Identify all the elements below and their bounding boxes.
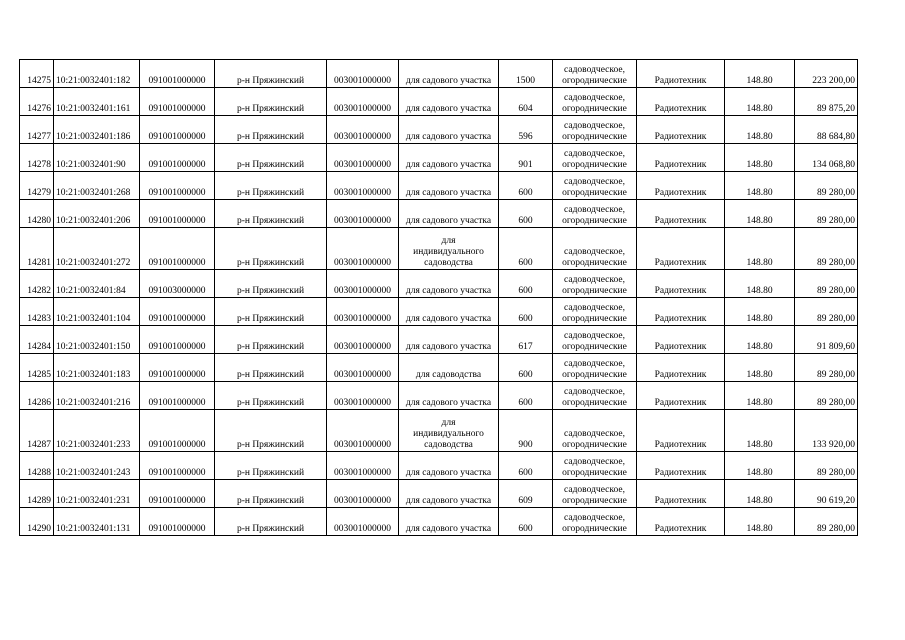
district-cell: р-н Пряжинский bbox=[215, 172, 327, 200]
permitted-use-cell-line: для садового участка bbox=[405, 132, 492, 142]
permitted-use-cell-line: для садового участка bbox=[405, 286, 492, 296]
cadastral-number-cell: 10:21:0032401:90 bbox=[54, 144, 140, 172]
cadastral-value-cell: 134 068,80 bbox=[795, 144, 858, 172]
permitted-use-cell bbox=[399, 172, 499, 200]
land-category-cell-line: садоводческое, bbox=[564, 359, 625, 369]
area-cell: 600 bbox=[499, 452, 553, 480]
cadastral-number-cell: 10:21:0032401:183 bbox=[54, 354, 140, 382]
oktmo-code-cell: 091001000000 bbox=[140, 144, 215, 172]
cadastral-value-table bbox=[19, 59, 858, 536]
row-number-cell: 14282 bbox=[20, 270, 54, 298]
oktmo-code-cell: 091001000000 bbox=[140, 298, 215, 326]
settlement-code-cell: 003001000000 bbox=[327, 228, 399, 270]
association-cell: Радиотехник bbox=[637, 298, 725, 326]
land-category-cell-line: огороднические bbox=[562, 160, 627, 170]
district-cell: р-н Пряжинский bbox=[215, 88, 327, 116]
cadastral-value-cell: 88 684,80 bbox=[795, 116, 858, 144]
specific-value-cell: 148.80 bbox=[725, 88, 795, 116]
table-row bbox=[20, 508, 858, 536]
land-category-cell bbox=[553, 228, 637, 270]
cadastral-value-cell: 89 280,00 bbox=[795, 382, 858, 410]
cadastral-number-cell: 10:21:0032401:272 bbox=[54, 228, 140, 270]
specific-value-cell: 148.80 bbox=[725, 452, 795, 480]
land-category-cell-line: огороднические bbox=[562, 398, 627, 408]
land-category-cell-line: садоводческое, bbox=[564, 485, 625, 495]
oktmo-code-cell: 091001000000 bbox=[140, 172, 215, 200]
settlement-code-cell: 003001000000 bbox=[327, 354, 399, 382]
cadastral-number-cell: 10:21:0032401:131 bbox=[54, 508, 140, 536]
permitted-use-cell bbox=[399, 508, 499, 536]
oktmo-code-cell: 091001000000 bbox=[140, 116, 215, 144]
land-category-cell-line: садоводческое, bbox=[564, 429, 625, 439]
land-category-cell-line: огороднические bbox=[562, 496, 627, 506]
area-cell: 600 bbox=[499, 508, 553, 536]
permitted-use-cell bbox=[399, 480, 499, 508]
land-category-cell-line: огороднические bbox=[562, 188, 627, 198]
association-cell: Радиотехник bbox=[637, 354, 725, 382]
specific-value-cell: 148.80 bbox=[725, 410, 795, 452]
permitted-use-cell-line: для садового участка bbox=[405, 496, 492, 506]
settlement-code-cell: 003001000000 bbox=[327, 382, 399, 410]
area-cell: 600 bbox=[499, 298, 553, 326]
row-number-cell: 14279 bbox=[20, 172, 54, 200]
district-cell: р-н Пряжинский bbox=[215, 200, 327, 228]
cadastral-number-cell: 10:21:0032401:104 bbox=[54, 298, 140, 326]
specific-value-cell: 148.80 bbox=[725, 382, 795, 410]
permitted-use-cell bbox=[399, 452, 499, 480]
cadastral-number-cell: 10:21:0032401:206 bbox=[54, 200, 140, 228]
land-category-cell bbox=[553, 144, 637, 172]
settlement-code-cell: 003001000000 bbox=[327, 116, 399, 144]
oktmo-code-cell: 091001000000 bbox=[140, 200, 215, 228]
table-row bbox=[20, 452, 858, 480]
row-number-cell: 14284 bbox=[20, 326, 54, 354]
area-cell: 901 bbox=[499, 144, 553, 172]
table-row bbox=[20, 270, 858, 298]
table-row bbox=[20, 172, 858, 200]
specific-value-cell: 148.80 bbox=[725, 144, 795, 172]
permitted-use-cell bbox=[399, 88, 499, 116]
row-number-cell: 14286 bbox=[20, 382, 54, 410]
land-category-cell bbox=[553, 354, 637, 382]
area-cell: 600 bbox=[499, 228, 553, 270]
specific-value-cell: 148.80 bbox=[725, 298, 795, 326]
cadastral-value-cell: 89 280,00 bbox=[795, 452, 858, 480]
district-cell: р-н Пряжинский bbox=[215, 298, 327, 326]
land-category-cell-line: огороднические bbox=[562, 216, 627, 226]
permitted-use-cell-line: для bbox=[441, 236, 456, 246]
row-number-cell: 14283 bbox=[20, 298, 54, 326]
area-cell: 600 bbox=[499, 354, 553, 382]
district-cell: р-н Пряжинский bbox=[215, 270, 327, 298]
permitted-use-cell bbox=[399, 200, 499, 228]
district-cell: р-н Пряжинский bbox=[215, 354, 327, 382]
permitted-use-cell-line: для садового участка bbox=[405, 76, 492, 86]
district-cell: р-н Пряжинский bbox=[215, 326, 327, 354]
settlement-code-cell: 003001000000 bbox=[327, 270, 399, 298]
row-number-cell: 14276 bbox=[20, 88, 54, 116]
oktmo-code-cell: 091001000000 bbox=[140, 326, 215, 354]
specific-value-cell: 148.80 bbox=[725, 116, 795, 144]
district-cell: р-н Пряжинский bbox=[215, 480, 327, 508]
row-number-cell: 14281 bbox=[20, 228, 54, 270]
district-cell: р-н Пряжинский bbox=[215, 452, 327, 480]
cadastral-value-cell: 89 280,00 bbox=[795, 298, 858, 326]
permitted-use-cell bbox=[399, 326, 499, 354]
permitted-use-cell-line: для садового участка bbox=[405, 314, 492, 324]
land-category-cell-line: огороднические bbox=[562, 524, 627, 534]
permitted-use-cell-line: для садового участка bbox=[405, 104, 492, 114]
oktmo-code-cell: 091001000000 bbox=[140, 382, 215, 410]
land-category-cell-line: огороднические bbox=[562, 342, 627, 352]
oktmo-code-cell: 091001000000 bbox=[140, 410, 215, 452]
settlement-code-cell: 003001000000 bbox=[327, 410, 399, 452]
table-row bbox=[20, 60, 858, 88]
oktmo-code-cell: 091003000000 bbox=[140, 270, 215, 298]
cadastral-value-cell: 89 280,00 bbox=[795, 200, 858, 228]
association-cell: Радиотехник bbox=[637, 452, 725, 480]
association-cell: Радиотехник bbox=[637, 228, 725, 270]
table-row bbox=[20, 228, 858, 270]
permitted-use-cell-line: индивидуального bbox=[413, 429, 484, 439]
area-cell: 900 bbox=[499, 410, 553, 452]
cadastral-number-cell: 10:21:0032401:161 bbox=[54, 88, 140, 116]
specific-value-cell: 148.80 bbox=[725, 270, 795, 298]
settlement-code-cell: 003001000000 bbox=[327, 172, 399, 200]
table-row bbox=[20, 326, 858, 354]
cadastral-value-cell: 89 280,00 bbox=[795, 354, 858, 382]
oktmo-code-cell: 091001000000 bbox=[140, 354, 215, 382]
cadastral-number-cell: 10:21:0032401:231 bbox=[54, 480, 140, 508]
land-category-cell bbox=[553, 410, 637, 452]
table-row bbox=[20, 382, 858, 410]
land-category-cell-line: огороднические bbox=[562, 76, 627, 86]
land-category-cell-line: садоводческое, bbox=[564, 247, 625, 257]
specific-value-cell: 148.80 bbox=[725, 354, 795, 382]
land-category-cell-line: садоводческое, bbox=[564, 303, 625, 313]
settlement-code-cell: 003001000000 bbox=[327, 144, 399, 172]
cadastral-value-cell: 89 280,00 bbox=[795, 228, 858, 270]
row-number-cell: 14288 bbox=[20, 452, 54, 480]
cadastral-value-cell: 89 280,00 bbox=[795, 172, 858, 200]
land-category-cell bbox=[553, 452, 637, 480]
cadastral-number-cell: 10:21:0032401:233 bbox=[54, 410, 140, 452]
permitted-use-cell-line: для садового участка bbox=[405, 342, 492, 352]
permitted-use-cell-line: садоводства bbox=[424, 258, 473, 268]
land-category-cell bbox=[553, 270, 637, 298]
settlement-code-cell: 003001000000 bbox=[327, 452, 399, 480]
permitted-use-cell-line: для садового участка bbox=[405, 468, 492, 478]
area-cell: 600 bbox=[499, 270, 553, 298]
permitted-use-cell-line: садоводства bbox=[424, 440, 473, 450]
oktmo-code-cell: 091001000000 bbox=[140, 480, 215, 508]
specific-value-cell: 148.80 bbox=[725, 60, 795, 88]
land-category-cell-line: садоводческое, bbox=[564, 65, 625, 75]
table-row bbox=[20, 298, 858, 326]
permitted-use-cell-line: для bbox=[441, 418, 456, 428]
table-row bbox=[20, 410, 858, 452]
land-category-cell-line: огороднические bbox=[562, 286, 627, 296]
area-cell: 1500 bbox=[499, 60, 553, 88]
land-category-cell-line: огороднические bbox=[562, 104, 627, 114]
land-category-cell bbox=[553, 480, 637, 508]
land-category-cell bbox=[553, 298, 637, 326]
row-number-cell: 14280 bbox=[20, 200, 54, 228]
permitted-use-cell-line: для садового участка bbox=[405, 524, 492, 534]
district-cell: р-н Пряжинский bbox=[215, 410, 327, 452]
settlement-code-cell: 003001000000 bbox=[327, 60, 399, 88]
association-cell: Радиотехник bbox=[637, 200, 725, 228]
settlement-code-cell: 003001000000 bbox=[327, 200, 399, 228]
cadastral-number-cell: 10:21:0032401:84 bbox=[54, 270, 140, 298]
row-number-cell: 14289 bbox=[20, 480, 54, 508]
land-category-cell bbox=[553, 60, 637, 88]
oktmo-code-cell: 091001000000 bbox=[140, 508, 215, 536]
permitted-use-cell bbox=[399, 228, 499, 270]
permitted-use-cell-line: для садового участка bbox=[405, 160, 492, 170]
land-category-cell-line: огороднические bbox=[562, 132, 627, 142]
row-number-cell: 14277 bbox=[20, 116, 54, 144]
cadastral-value-cell: 89 280,00 bbox=[795, 270, 858, 298]
cadastral-number-cell: 10:21:0032401:182 bbox=[54, 60, 140, 88]
land-category-cell bbox=[553, 116, 637, 144]
permitted-use-cell-line: для садоводства bbox=[415, 370, 482, 380]
row-number-cell: 14278 bbox=[20, 144, 54, 172]
oktmo-code-cell: 091001000000 bbox=[140, 452, 215, 480]
permitted-use-cell bbox=[399, 270, 499, 298]
cadastral-value-cell: 89 875,20 bbox=[795, 88, 858, 116]
permitted-use-cell bbox=[399, 410, 499, 452]
cadastral-number-cell: 10:21:0032401:186 bbox=[54, 116, 140, 144]
area-cell: 600 bbox=[499, 172, 553, 200]
specific-value-cell: 148.80 bbox=[725, 326, 795, 354]
district-cell: р-н Пряжинский bbox=[215, 508, 327, 536]
land-category-cell-line: огороднические bbox=[562, 440, 627, 450]
cadastral-value-cell: 223 200,00 bbox=[795, 60, 858, 88]
permitted-use-cell bbox=[399, 382, 499, 410]
land-category-cell-line: садоводческое, bbox=[564, 205, 625, 215]
specific-value-cell: 148.80 bbox=[725, 228, 795, 270]
permitted-use-cell-line: индивидуального bbox=[413, 247, 484, 257]
permitted-use-cell bbox=[399, 144, 499, 172]
area-cell: 617 bbox=[499, 326, 553, 354]
land-category-cell-line: садоводческое, bbox=[564, 121, 625, 131]
land-category-cell-line: садоводческое, bbox=[564, 177, 625, 187]
permitted-use-cell bbox=[399, 60, 499, 88]
land-category-cell-line: огороднические bbox=[562, 314, 627, 324]
land-category-cell-line: огороднические bbox=[562, 468, 627, 478]
district-cell: р-н Пряжинский bbox=[215, 382, 327, 410]
oktmo-code-cell: 091001000000 bbox=[140, 88, 215, 116]
association-cell: Радиотехник bbox=[637, 270, 725, 298]
cadastral-number-cell: 10:21:0032401:268 bbox=[54, 172, 140, 200]
row-number-cell: 14290 bbox=[20, 508, 54, 536]
permitted-use-cell-line: для садового участка bbox=[405, 216, 492, 226]
cadastral-value-cell: 90 619,20 bbox=[795, 480, 858, 508]
specific-value-cell: 148.80 bbox=[725, 508, 795, 536]
association-cell: Радиотехник bbox=[637, 480, 725, 508]
land-category-cell-line: садоводческое, bbox=[564, 513, 625, 523]
table-row bbox=[20, 354, 858, 382]
specific-value-cell: 148.80 bbox=[725, 172, 795, 200]
association-cell: Радиотехник bbox=[637, 410, 725, 452]
cadastral-number-cell: 10:21:0032401:150 bbox=[54, 326, 140, 354]
association-cell: Радиотехник bbox=[637, 144, 725, 172]
specific-value-cell: 148.80 bbox=[725, 480, 795, 508]
association-cell: Радиотехник bbox=[637, 326, 725, 354]
table-body bbox=[20, 60, 858, 536]
cadastral-value-cell: 89 280,00 bbox=[795, 508, 858, 536]
district-cell: р-н Пряжинский bbox=[215, 60, 327, 88]
specific-value-cell: 148.80 bbox=[725, 200, 795, 228]
settlement-code-cell: 003001000000 bbox=[327, 480, 399, 508]
permitted-use-cell bbox=[399, 354, 499, 382]
area-cell: 600 bbox=[499, 200, 553, 228]
district-cell: р-н Пряжинский bbox=[215, 144, 327, 172]
row-number-cell: 14287 bbox=[20, 410, 54, 452]
land-category-cell-line: садоводческое, bbox=[564, 331, 625, 341]
association-cell: Радиотехник bbox=[637, 508, 725, 536]
permitted-use-cell-line: для садового участка bbox=[405, 188, 492, 198]
cadastral-number-cell: 10:21:0032401:243 bbox=[54, 452, 140, 480]
permitted-use-cell bbox=[399, 298, 499, 326]
area-cell: 604 bbox=[499, 88, 553, 116]
table-row bbox=[20, 200, 858, 228]
table-row bbox=[20, 116, 858, 144]
row-number-cell: 14275 bbox=[20, 60, 54, 88]
area-cell: 600 bbox=[499, 382, 553, 410]
land-category-cell-line: огороднические bbox=[562, 258, 627, 268]
land-category-cell bbox=[553, 326, 637, 354]
land-category-cell bbox=[553, 172, 637, 200]
area-cell: 609 bbox=[499, 480, 553, 508]
land-category-cell bbox=[553, 200, 637, 228]
land-category-cell bbox=[553, 382, 637, 410]
land-category-cell-line: садоводческое, bbox=[564, 275, 625, 285]
land-category-cell-line: садоводческое, bbox=[564, 93, 625, 103]
land-category-cell-line: садоводческое, bbox=[564, 457, 625, 467]
association-cell: Радиотехник bbox=[637, 382, 725, 410]
district-cell: р-н Пряжинский bbox=[215, 116, 327, 144]
table-row bbox=[20, 88, 858, 116]
table-row bbox=[20, 144, 858, 172]
association-cell: Радиотехник bbox=[637, 116, 725, 144]
cadastral-value-cell: 133 920,00 bbox=[795, 410, 858, 452]
settlement-code-cell: 003001000000 bbox=[327, 88, 399, 116]
oktmo-code-cell: 091001000000 bbox=[140, 228, 215, 270]
settlement-code-cell: 003001000000 bbox=[327, 326, 399, 354]
district-cell: р-н Пряжинский bbox=[215, 228, 327, 270]
area-cell: 596 bbox=[499, 116, 553, 144]
permitted-use-cell-line: для садового участка bbox=[405, 398, 492, 408]
land-category-cell bbox=[553, 508, 637, 536]
oktmo-code-cell: 091001000000 bbox=[140, 60, 215, 88]
table-row bbox=[20, 480, 858, 508]
association-cell: Радиотехник bbox=[637, 172, 725, 200]
land-category-cell-line: огороднические bbox=[562, 370, 627, 380]
cadastral-number-cell: 10:21:0032401:216 bbox=[54, 382, 140, 410]
settlement-code-cell: 003001000000 bbox=[327, 298, 399, 326]
settlement-code-cell: 003001000000 bbox=[327, 508, 399, 536]
row-number-cell: 14285 bbox=[20, 354, 54, 382]
association-cell: Радиотехник bbox=[637, 88, 725, 116]
land-category-cell bbox=[553, 88, 637, 116]
cadastral-value-cell: 91 809,60 bbox=[795, 326, 858, 354]
association-cell: Радиотехник bbox=[637, 60, 725, 88]
land-category-cell-line: садоводческое, bbox=[564, 387, 625, 397]
land-category-cell-line: садоводческое, bbox=[564, 149, 625, 159]
permitted-use-cell bbox=[399, 116, 499, 144]
